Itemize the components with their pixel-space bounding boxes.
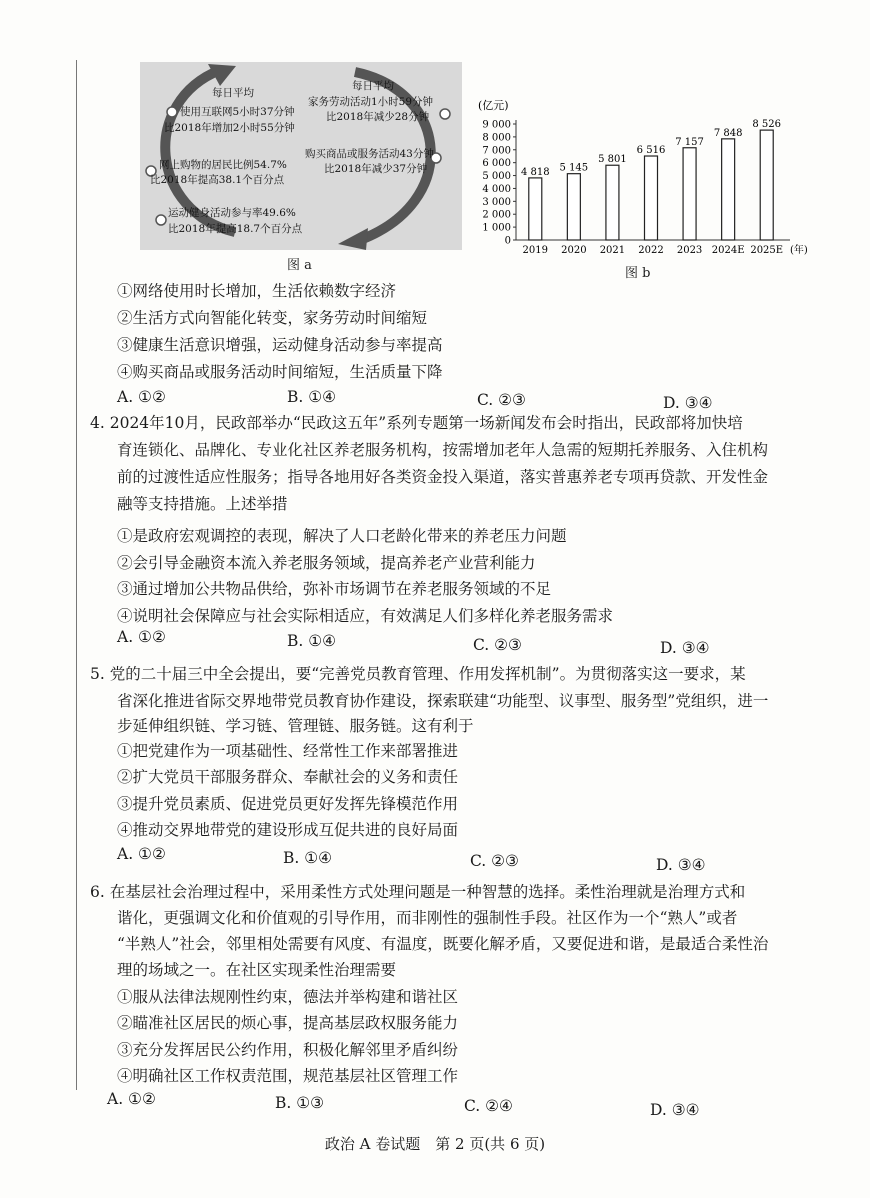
q5-stem-line-2: 省深化推进省际交界地带党员教育协作建设，探索联建“功能型、议事型、服务型”党组织，进一 <box>117 692 769 710</box>
q4-statement-2: ②会引导金融资本流入养老服务领域，提高养老产业营利能力 <box>117 554 536 572</box>
q5-option-c[interactable]: C. ②③ <box>470 852 519 870</box>
y-tick-label: 2 000 <box>482 209 511 221</box>
q3-statement-4: ④购买商品或服务活动时间缩短，生活质量下降 <box>117 363 443 381</box>
q4-option-b[interactable]: B. ①④ <box>287 632 337 650</box>
bar <box>760 130 773 240</box>
bar <box>722 139 735 240</box>
y-tick-label: 8 000 <box>482 132 511 144</box>
q4-stem-line-4: 融等支持措施。上述举措 <box>117 495 288 513</box>
fig-a-item-2-line-1: 网上购物的居民比例54.7% <box>159 159 287 171</box>
q5-statement-2: ②扩大党员干部服务群众、奉献社会的义务和责任 <box>117 768 459 786</box>
q6-stem-line-4: 理的场域之一。在社区实现柔性治理需要 <box>117 961 397 979</box>
q5-statement-3: ③提升党员素质、促进党员更好发挥先锋模范作用 <box>117 795 459 813</box>
fig-a-item-5-line-2: 比2018年减少37分钟 <box>324 163 428 175</box>
q5-statement-4: ④推动交界地带党的建设形成互促共进的良好局面 <box>117 821 459 839</box>
bar-value-label: 5 145 <box>559 162 589 174</box>
margin-line <box>76 60 77 1090</box>
q5-option-b[interactable]: B. ①④ <box>283 849 333 867</box>
fig-a-item-2-line-2: 比2018年提高38.1个百分点 <box>150 174 285 186</box>
figure-a <box>140 62 462 250</box>
x-unit-label: (年) <box>790 245 808 256</box>
q4-option-d[interactable]: D. ③④ <box>660 639 710 657</box>
bar-value-label: 7 157 <box>675 136 704 148</box>
q6-stem-line-3: “半熟人”社会，邻里相处需要有风度、有温度，既要化解矛盾，又要促进和谐，是最适合柔性治 <box>117 935 769 953</box>
bar-chart <box>472 96 822 261</box>
q4-stem-line-1: 4. 2024年10月，民政部举办“民政这五年”系列专题第一场新闻发布会时指出，民政部将加快培 <box>90 414 743 432</box>
fig-a-item-1-line-2: 使用互联网5小时37分钟 <box>180 106 295 118</box>
x-tick-label: 2024E <box>711 245 745 256</box>
bar-value-label: 8 526 <box>752 119 782 131</box>
y-tick-label: 4 000 <box>482 183 511 195</box>
x-tick-label: 2019 <box>522 245 549 256</box>
bar <box>606 165 619 240</box>
q3-option-a[interactable]: A. ①② <box>117 388 166 406</box>
q6-statement-3: ③充分发挥居民公约作用，积极化解邻里矛盾纠纷 <box>117 1041 459 1059</box>
q5-option-a[interactable]: A. ①② <box>117 845 166 863</box>
figure-a-caption: 图 a <box>287 258 312 273</box>
q4-stem-line-3: 前的过渡性适应性服务；指导各地用好各类资金投入渠道，落实普惠养老专项再贷款、开发性金 <box>117 468 769 486</box>
x-tick-label: 2021 <box>599 245 626 256</box>
y-unit-label: (亿元) <box>478 99 509 112</box>
q6-statement-1: ①服从法律法规刚性约束，德法并举构建和谐社区 <box>117 988 459 1006</box>
bar-value-label: 6 516 <box>636 145 666 157</box>
q6-option-a[interactable]: A. ①② <box>107 1090 156 1108</box>
bar-value-label: 7 848 <box>713 127 743 139</box>
q4-statement-1: ①是政府宏观调控的表现，解决了人口老龄化带来的养老压力问题 <box>117 527 567 545</box>
q6-stem-line-1: 6. 在基层社会治理过程中，采用柔性方式处理问题是一种智慧的选择。柔性治理就是治理方式和 <box>90 883 746 901</box>
q3-option-c[interactable]: C. ②③ <box>477 391 526 409</box>
bar <box>567 174 580 240</box>
fig-a-item-1-line-3: 比2018年增加2小时55分钟 <box>164 122 295 134</box>
q6-option-c[interactable]: C. ②④ <box>464 1097 513 1115</box>
bar-value-label: 4 818 <box>520 166 550 178</box>
q4-option-c[interactable]: C. ②③ <box>473 636 522 654</box>
q5-stem-line-1: 5. 党的二十届三中全会提出，要“完善党员教育管理、作用发挥机制”。为贯彻落实这一要求，某 <box>90 665 746 683</box>
fig-a-item-5-line-1: 购买商品或服务活动43分钟 <box>305 148 434 160</box>
figure-b-caption: 图 b <box>625 266 651 281</box>
bar <box>529 178 542 240</box>
q4-statement-4: ④说明社会保障应与社会实际相适应，有效满足人们多样化养老服务需求 <box>117 607 614 625</box>
x-tick-label: 2022 <box>638 245 664 256</box>
x-tick-label: 2023 <box>676 245 703 256</box>
q5-option-d[interactable]: D. ③④ <box>656 856 706 874</box>
y-tick-label: 6 000 <box>482 158 511 170</box>
page-footer: 政治 A 卷试题 第 2 页(共 6 页) <box>324 1135 546 1153</box>
fig-a-item-4-line-1: 每日平均 <box>352 80 394 92</box>
figure-b-chart <box>472 96 822 261</box>
q5-statement-1: ①把党建作为一项基础性、经常性工作来部署推进 <box>117 742 459 760</box>
q5-stem-line-3: 步延伸组织链、学习链、管理链、服务链。这有利于 <box>117 717 474 735</box>
q3-statement-2: ②生活方式向智能化转变，家务劳动时间缩短 <box>117 309 428 327</box>
y-tick-label: 0 <box>504 235 511 247</box>
q4-statement-3: ③通过增加公共物品供给，弥补市场调节在养老服务领域的不足 <box>117 580 552 598</box>
x-tick-label: 2025E <box>750 245 784 256</box>
q3-option-b[interactable]: B. ①④ <box>287 388 337 406</box>
y-tick-label: 1 000 <box>482 222 511 234</box>
bar <box>683 148 696 240</box>
q6-option-d[interactable]: D. ③④ <box>650 1101 700 1119</box>
q4-stem-line-2: 育连锁化、品牌化、专业化社区养老服务机构，按需增加老年人急需的短期托养服务、入住机构 <box>117 441 769 459</box>
q4-option-a[interactable]: A. ①② <box>117 628 166 646</box>
q6-stem-line-2: 谐化，更强调文化和价值观的引导作用，而非刚性的强制性手段。社区作为一个“熟人”或者 <box>117 909 738 927</box>
fig-a-item-4-line-2: 家务劳动活动1小时59分钟 <box>308 96 434 108</box>
y-tick-label: 7 000 <box>482 145 511 157</box>
q6-statement-2: ②瞄准社区居民的烦心事，提高基层政权服务能力 <box>117 1014 459 1032</box>
q6-option-b[interactable]: B. ①③ <box>275 1094 325 1112</box>
q3-statement-3: ③健康生活意识增强，运动健身活动参与率提高 <box>117 336 443 354</box>
fig-a-item-1-line-1: 每日平均 <box>212 87 254 99</box>
y-tick-label: 5 000 <box>482 171 511 183</box>
fig-a-item-4-line-3: 比2018年减少28分钟 <box>326 111 430 123</box>
q6-statement-4: ④明确社区工作权责范围，规范基层社区管理工作 <box>117 1067 459 1085</box>
fig-a-item-3-line-2: 比2018年提高18.7个百分点 <box>168 223 303 235</box>
fig-a-item-3-line-1: 运动健身活动参与率49.6% <box>168 207 296 219</box>
bar-value-label: 5 801 <box>598 154 627 166</box>
y-tick-label: 3 000 <box>482 196 511 208</box>
q3-statement-1: ①网络使用时长增加，生活依赖数字经济 <box>117 282 397 300</box>
q3-option-d[interactable]: D. ③④ <box>663 394 713 412</box>
y-tick-label: 9 000 <box>482 119 511 131</box>
bar <box>645 156 658 240</box>
x-tick-label: 2020 <box>561 245 587 256</box>
